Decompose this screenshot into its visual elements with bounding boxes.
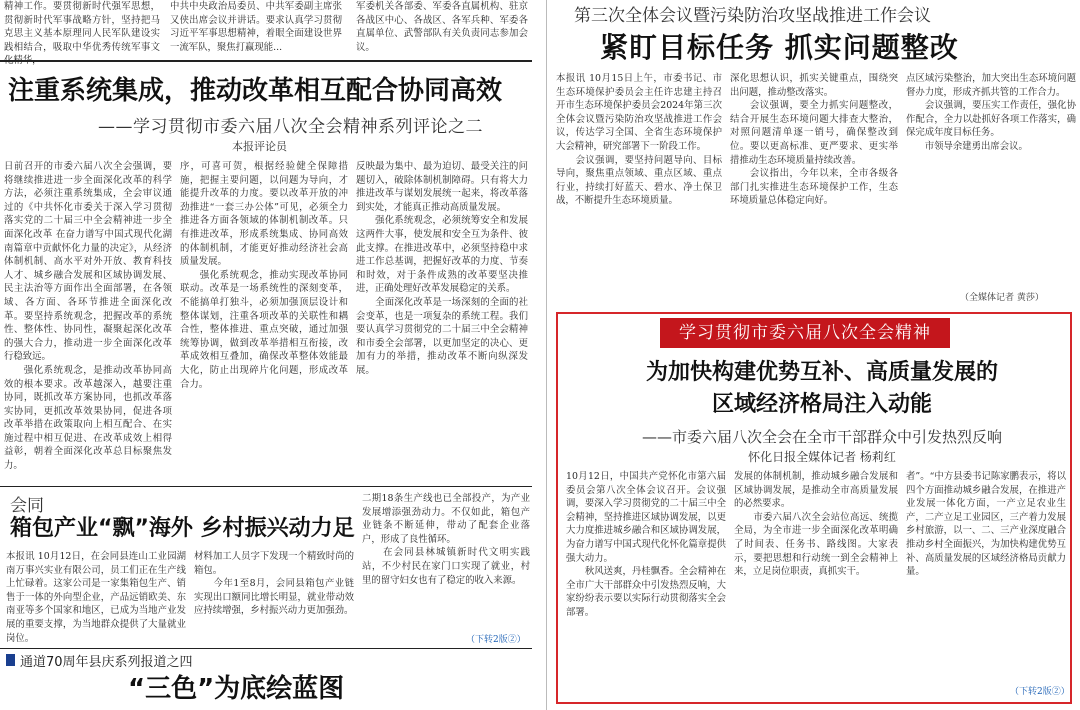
- article-1-byline: 本报评论员: [232, 140, 287, 153]
- right-kicker: 第三次全体会议暨污染防治攻坚战推进工作会议: [574, 6, 931, 26]
- article-2-column-3: 二期18条生产线也已全部投产，为产业发展增添强劲动力。不仅如此，箱包产业链条不断延伸，带动了配套企业落户，形成了良性循环。 在会同县林城镇新时代文明实践站，不少村民在家门口实现了就业，村里的留守妇女也有了稳定的收入来源。: [362, 493, 530, 586]
- right-title: 紧盯目标任务 抓实问题整改: [600, 31, 959, 64]
- divider: [0, 486, 532, 487]
- feature-banner: 学习贯彻市委六届八次全会精神: [660, 318, 950, 348]
- right-column-1: 本报讯 10月15日上午，市委书记、市生态环境保护委员会主任许忠建主持召开市生态环境保护委员会2024年第三次全体会议暨污染防治攻坚战推进工作会议，传达学习全国、全省生态环境保护大会精神，研究部署下一阶段工作。 会议强调，要坚持问题导向、目标导向，聚焦重点领域、重点区域、重点行业，持续打好蓝天、碧水、净土保卫战，不断提升生态环境质量。: [556, 73, 722, 207]
- article-2-column-1: 本报讯 10月12日，在会同县连山工业园湖南万事兴实业有限公司，员工们正在生产线上忙碌着。这家公司是一家集箱包生产、销售于一体的外向型企业，产品远销欧美、东南亚等多个国家和地区，已成为当地产业发展的重要支撑，为当地群众提供了大量就业岗位。: [6, 551, 186, 644]
- article-2-column-2: 材料加工人员字下发现一个精致时尚的箱包。 今年1至8月，会同县箱包产业链实现出口额同比增长明显，就业带动效应持续增强，乡村振兴动力更加强劲。: [194, 551, 354, 617]
- feature-jump[interactable]: （下转2版②）: [1010, 687, 1070, 697]
- feature-title-line-2: 区域经济格局注入动能: [711, 392, 932, 417]
- feature-subtitle: ——市委六届八次全会在全市干部群众中引发热烈反响: [641, 428, 1002, 446]
- article-2-jump[interactable]: （下转2版②）: [466, 635, 526, 645]
- series-marker: [6, 654, 15, 666]
- article-3-series: 通道70周年县庆系列报道之四: [20, 655, 193, 670]
- feature-column-1: 10月12日，中国共产党怀化市第六届委员会第八次全体会议召开。会议强调，要深入学习贯彻党的二十届三中全会精神，坚持推进区域协调发展，以更大力度推进城乡融合和区域协调发展，为奋力谱写中国式现代化怀化篇章提供强大动力。 秋风送爽，丹桂飘香。全会精神在全市广大干部群众中引发热烈反响，大家纷纷表示要以实际行动贯彻落实全会部署。: [566, 471, 726, 618]
- feature-column-3: 者”。“中方县委书记陈家鹏表示，将以四个方面推动城乡融合发展，在推进产业发展一体化方面，一产立足农业生产，二产立足工业园区，三产着力发展乡村旅游，以一、二、三产业深度融合推动乡村全面振兴，为加快构建优势互补、高质量发展的区域经济格局贡献力量。: [906, 471, 1066, 578]
- divider: [0, 648, 532, 649]
- article-1-column-2: 序，可喜可贺，根据经验健全保障措施，把握主要问题，以问题为导向，才能提升改革的力度。要以改革开放的冲劲推进“一套三办公体”可见，必须全力推进各方面各领域的体制机制改革。只有推进改革，形成系统集成、协同高效的体制机制，才能更好推动经济社会高质量发展。 强化系统观念，推动实现改革协同联动。改革是一场系统性的深刻变革，不能搞单打独斗，必须加强顶层设计和整体谋划，注重各项改革的关联性和耦合性，整体推进、重点突破，通过加强统筹协调，做到改革举措相互衔接，改革成效相互叠加，确保改革整体效能最大化，防止出现碎片化问题，形成改革合力。: [180, 161, 348, 390]
- article-2-kicker: 会同: [10, 496, 44, 516]
- right-column-2: 深化思想认识，抓实关键重点，围绕突出问题，推动整改落实。 会议强调，要全力抓实问题整改，结合开展生态环境问题大排查大整治，对照问题清单逐一销号，确保整改到位。要以更高标准、更严要求、更实举措推动生态环境质量持续改善。 会议指出，今年以来，全市各级各部门扎实推进生态环境保护工作，生态环境质量总体稳定向好。: [730, 73, 898, 207]
- column-divider: [546, 0, 547, 710]
- article-1-column-3: 反映最为集中、最为迫切、最受关注的问题切入，破除体制机制障碍。只有将大力推进改革与谋划发展统一起来，将改革落到实处，才能真正推动高质量发展。 强化系统观念，必须统筹安全和发展这两件大事，使发展和安全互为条件、彼此支撑。在推进改革中，必须坚持稳中求进工作总基调，把握好改革的力度、节奏和时效，对于条件成熟的改革要坚决推进，正确处理好改革发展稳定的关系。 全面深化改革是一场深刻的全面的社会变革，也是一项复杂的系统工程。我们要认真学习贯彻党的二十届三中全会精神和市委全会部署，以更加坚定的决心、更加有力的举措，推动改革不断向纵深发展。: [356, 161, 528, 376]
- article-1-subtitle: ——学习贯彻市委六届八次全会精神系列评论之二: [98, 117, 483, 137]
- article-1-title: 注重系统集成，推动改革相互配合协同高效: [8, 76, 503, 106]
- article-3-title: “三色”为底绘蓝图: [128, 674, 345, 704]
- article-2-title: 箱包产业“飘”海外 乡村振兴动力足: [10, 516, 355, 541]
- top-left-fragment-1: 精神工作。要贯彻新时代强军思想，贯彻新时代军事战略方针，坚持把马克思主义基本原理同人民军队建设实践相结合，吸取中华优秀传统军事文: [4, 1, 160, 53]
- right-credit: （全媒体记者 黄莎）: [960, 293, 1044, 303]
- right-column-3: 点区域污染整治，加大突出生态环境问题督办力度，形成齐抓共管的工作合力。 会议强调，要压实工作责任，强化协作配合，全力以赴抓好各项工作落实，确保完成年度目标任务。 市领导余建勇出席会议。: [906, 73, 1076, 152]
- divider: [0, 60, 532, 62]
- article-1-column-1: 日前召开的市委六届八次全会强调，要将继续推进进一步全面深化改革的科学方法，必须注重系统集成，全会审议通过的《中共怀化市委关于深入学习贯彻落实党的二十届三中全会精神进一步全面深化改革 在奋力谱写中国式现代化湖南篇章中贡献怀化力量的决定》，从经济体制机制、高水平对外开放、教育科技人才、城乡融合发展和区域协调发展、民主法治等方面作出全面部署，在各领域、各方面、各环节推进全面深化改革。要坚持系统观念，把握改革的系统性、整体性、协同性，凝聚起深化改革的强大合力，推动进一步全面深化改革行稳致远。 强化系统观念，是推动改革协同高效的根本要求。改革越深入，越要注重协同，既抓改革方案协同，也抓改革落实协同，更抓改革效果协同，促进各项改革举措在政策取向上相互配合、在实施过程中相互促进、在改革成效上相得益彰，朝着全面深化改革总目标聚焦发力。: [4, 161, 172, 472]
- top-left-fragment-3: 军委机关各部委、军委各直属机构、驻京各战区中心、各战区、各军兵种、军委各直属单位、武警部队有关负责同志参加会议。: [356, 1, 528, 53]
- feature-column-2: 发展的体制机制，推动城乡融合发展和区域协调发展，是推动全市高质量发展的必然要求。 市委六届八次全会站位高远、统揽全局，为全市进一步全面深化改革明确了时间表、任务书、路线图。大家表示，要把思想和行动统一到全会精神上来，立足岗位职责，真抓实干。: [734, 471, 898, 578]
- top-left-fragment-2: 中共中央政治局委员、中共军委副主席张又侠出席会议并讲话。要求认真学习贯彻习近平军事思想精神，着眼全面建设世界一流军队，聚焦打赢现能...: [170, 1, 342, 53]
- feature-byline: 怀化日报全媒体记者 杨莉红: [748, 450, 896, 464]
- feature-title-line-1: 为加快构建优势互补、高质量发展的: [645, 360, 998, 385]
